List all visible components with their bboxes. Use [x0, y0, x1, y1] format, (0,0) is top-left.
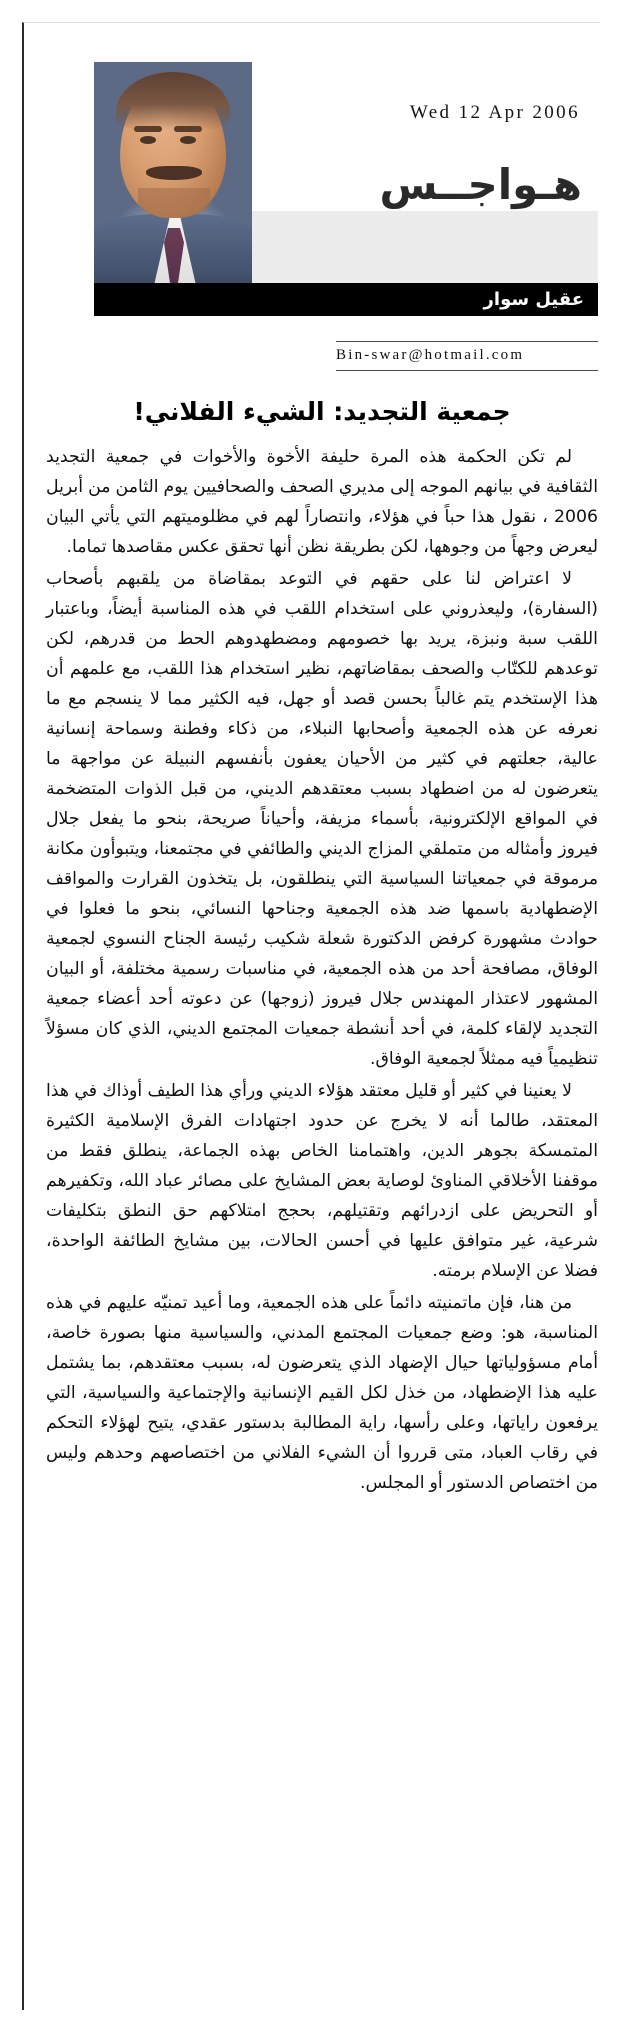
masthead-grey-band: [252, 211, 598, 283]
column-logo-title: هـواجــس: [379, 160, 582, 209]
portrait-eyebrow-left: [134, 126, 162, 132]
masthead: [46, 36, 598, 319]
portrait-hair: [116, 72, 230, 130]
page-content: [26, 22, 598, 2010]
author-email-block[interactable]: [336, 341, 598, 371]
portrait-eyebrow-right: [174, 126, 202, 132]
author-email-address[interactable]: Bin-swar@hotmail.com: [336, 347, 525, 363]
article-paragraph: لا يعنينا في كثير أو قليل معتقد هؤلاء الديني ورأي هذا الطيف أوذاك في هذا المعتقد، طالما أنه لا يخرج عن حدود اجتهادات الفرق الإسلامية الكثيرة المتمسكة بجوهر الدين، واهتمامنا الخاص بهذه الجماعة، ينطلق فقط من موقفنا الأخلاقي المناوئ لوصاية بعض المشايخ على مصائر عباد الله، وتكفيرهم أو التحريض على ازدرائهم وتقتيلهم، بحجج امتلاكهم حق النطق بتكليفات شرعية، غير متوافق عليها في أحسن الحالات، بين مشايخ الطائفة الواحدة، فضلا عن الإسلام برمته.: [46, 1081, 598, 1281]
article-paragraph: من هنا، فإن ماتمنيته دائماً على هذه الجمعية، وما أعيد تمنيّه عليهم في هذه المناسبة، هو: وضع جمعيات المجتمع المدني، والسياسية منها بصورة خاصة، أمام مسؤولياتها حيال الإضهاد الذي يتعرضون له، بسبب معتقدهم، بما يشتمل عليه هذا الإضطهاد، من خذل لكل القيم الإنسانية والإجتماعية والسياسية، التي يرفعون راياتها، وعلى رأسها، راية المطالبة بدستور عقدي، يتيح لهؤلاء التحكم في رقاب العباد، متى قرروا أن الشيء الفلاني من اختصاصهم وحدهم وليس من اختصاص الدستور أو المجلس.: [46, 1293, 598, 1493]
author-name: عقيل سوار: [483, 289, 584, 310]
publication-date: Wed 12 Apr 2006: [409, 102, 580, 123]
article-paragraph: لا اعتراض لنا على حقهم في التوعد بمقاضاة من يلقبهم بأصحاب (السفارة)، وليعذروني على استخدام اللقب في هذه المناسبة أيضاً، وباعتبار اللقب سبة ونبزة، يريد بها خصومهم ومضطهدوهم الحط من قدرهم، لكن توعدهم للكتّاب والصحف بمقاضاتهم، نظير استخدام هذا اللقب، مع علمهم أن هذا الإستخدم يتم غالباً بحسن قصد أو جهل، فيه الكثير مما لا ينسجم مع ما نعرفه عن هذه الجمعية وأصحابها النبلاء، من ذكاء وفطنة وسماحة إنسانية عالية، جعلتهم في كثير من الأحيان يعفون بأنفسهم النبيلة عن مواجهة ما يتعرضون له من اضطهاد بسبب معتقدهم الديني، من قبل الذوات المتضخمة في المواقع الإلكترونية، بأسماء مزيفة، وأحياناً صريحة، بنحو ما يفعل جلال فيروز وأمثاله من متملقي المزاج الديني والطائفي في مجتمعنا، ويتبوأون مكانة مرموقة في جمعياتنا السياسية التي ينطلقون، بل يتخذون القرارت والمواقف الإضطهادية باسمها ضد هذه الجمعية وجناحها النسائي، بنحو ما فعلوا في حوادث مشهورة كرفض الدكتورة شعلة شكيب رئيسة الجناح النسوي لجمعية الوفاق، مصافحة أحد من هذه الجمعية، في مناسبات رسمية مختلفة، أو البيان المشهور لاعتذار المهندس جلال فيروز (زوجها) عن دعوته أحد أعضاء جمعية التجديد لإلقاء كلمة، في أحد أنشطة جمعيات المجتمع الديني، الذي كان مسؤلاً تنظيمياً فيه ممثلاً لجمعية الوفاق.: [46, 569, 598, 1069]
portrait-eye-left: [140, 136, 156, 144]
article-paragraph: لم تكن الحكمة هذه المرة حليفة الأخوة والأخوات في جمعية التجديد الثقافية في بيانهم الموجه إلى مديري الصحف والصحافيين يوم الثامن من أبريل 2006 ، نقول هذا حباً في هؤلاء، وانتصاراً لهم في مظلوميتهم التي يأتي البيان ليعرض وجهاً من وجوهها، لكن بطريقة نظن أنها تحقق عكس مقاصدها تماما.: [46, 447, 598, 557]
author-name-bar: [94, 283, 598, 316]
article-headline: جمعية التجديد: الشيء الفلاني!: [133, 397, 511, 426]
portrait-mustache: [146, 166, 202, 180]
article-body: [46, 442, 598, 1498]
portrait-eye-right: [180, 136, 196, 144]
portrait-chin-shadow: [138, 188, 210, 218]
author-portrait-photo: [94, 62, 252, 306]
